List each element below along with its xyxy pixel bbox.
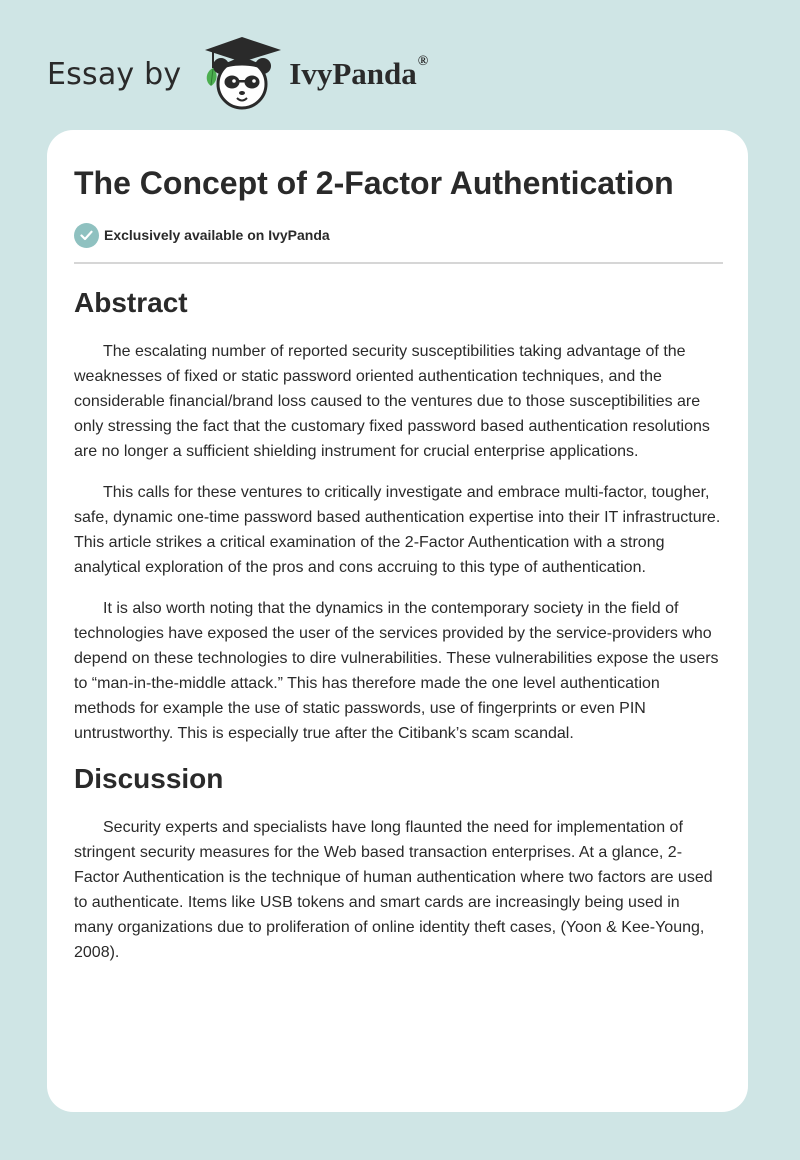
title-divider [74, 262, 723, 264]
badge-label: Exclusively available on IvyPanda [104, 227, 330, 243]
site-header [47, 36, 428, 112]
essay-by-label: Essay by [47, 56, 182, 92]
exclusive-badge [74, 222, 723, 248]
section-discussion [74, 760, 723, 965]
section-heading: Abstract [74, 287, 188, 318]
paragraph: The escalating number of reported security susceptibilities taking advantage of the weaknesses of fixed or static password oriented authentication techniques, and the considerable financial/brand loss caused to the ventures due to those susceptibilities are only stressing the fact that the customary fixed password based authentication resolutions are no longer a sufficient shielding instrument for crucial enterprise applications. [74, 343, 710, 460]
section-heading: Discussion [74, 763, 224, 794]
paragraph: This calls for these ventures to critically investigate and embrace multi-factor, tougher, safe, dynamic one-time password based authentication expertise into their IT infrastructure. This article strikes a critical examination of the 2-Factor Authentication with a strong analytical exploration of the pros and cons accruing to this type of authentication. [74, 484, 721, 576]
essay-title: The Concept of 2-Factor Authentication [74, 165, 674, 201]
essay-card [47, 130, 748, 1112]
essay-content [74, 160, 723, 965]
check-icon [74, 223, 99, 248]
panda-logo-icon[interactable] [199, 36, 285, 112]
paragraph: Security experts and specialists have long flaunted the need for implementation of stringent security measures for the Web based transaction enterprises. At a glance, 2-Factor Authentication is the technique of human authentication where two factors are used to authenticate. Items like USB tokens and smart cards are increasingly being used in many organizations due to proliferation of online identity theft cases, (Yoon & Kee-Young, 2008). [74, 819, 713, 961]
registered-mark: ® [417, 54, 429, 69]
paragraph: It is also worth noting that the dynamics in the contemporary society in the field of technologies have exposed the user of the services provided by the service-providers who depend on these technologies to dire vulnerabilities. These vulnerabilities expose the users to “man-in-the-middle attack.” This has therefore made the one level authentication methods for example the use of static passwords, use of fingerprints or even PIN untrustworthy. This is especially true after the Citibank’s scam scandal. [74, 600, 719, 742]
brand-name[interactable]: IvyPanda® [289, 54, 429, 91]
section-abstract [74, 284, 723, 746]
